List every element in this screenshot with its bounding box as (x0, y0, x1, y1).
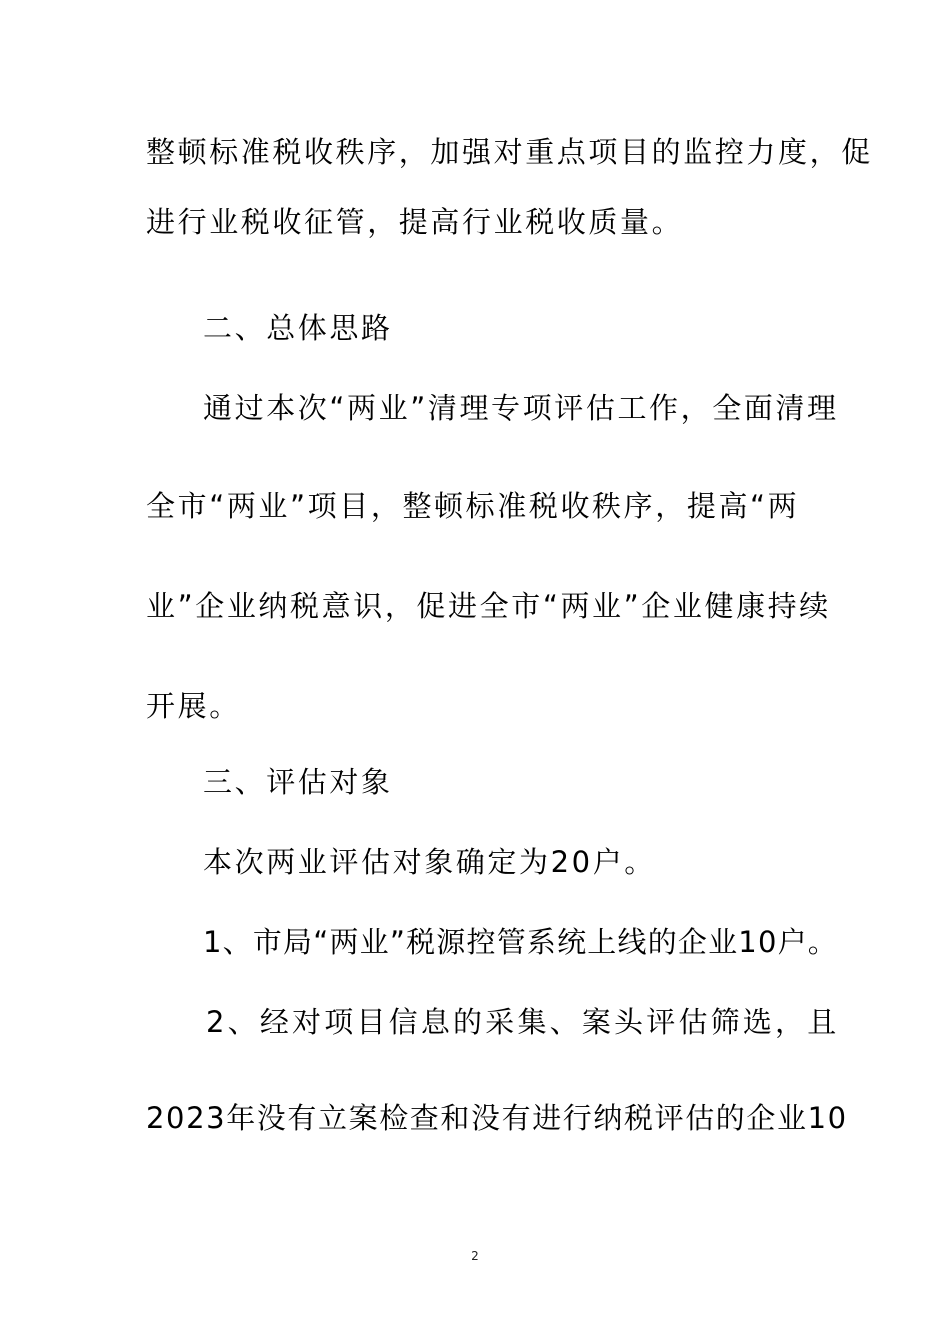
list-item: 2、经对项目信息的采集、案头评估筛选，且 (206, 1005, 840, 1039)
paragraph-line: 本次两业评估对象确定为20户。 (203, 845, 656, 879)
section-heading: 二、总体思路 (203, 311, 393, 345)
paragraph-line: 整顿标准税收秩序，加强对重点项目的监控力度，促 (146, 135, 873, 169)
paragraph-line: 业”企业纳税意识，促进全市“两业”企业健康持续 (146, 589, 831, 623)
list-item: 1、市局“两业”税源控管系统上线的企业10户。 (203, 925, 839, 959)
paragraph-line: 进行业税收征管，提高行业税收质量。 (146, 205, 684, 239)
paragraph-line: 全市“两业”项目，整顿标准税收秩序，提高“两 (146, 489, 800, 523)
section-heading: 三、评估对象 (203, 765, 393, 799)
paragraph-line: 通过本次“两业”清理专项评估工作，全面清理 (203, 391, 839, 425)
paragraph-line: 2023年没有立案检查和没有进行纳税评估的企业10 (146, 1101, 848, 1135)
paragraph-line: 开展。 (146, 689, 241, 723)
page-number: 2 (471, 1249, 479, 1263)
